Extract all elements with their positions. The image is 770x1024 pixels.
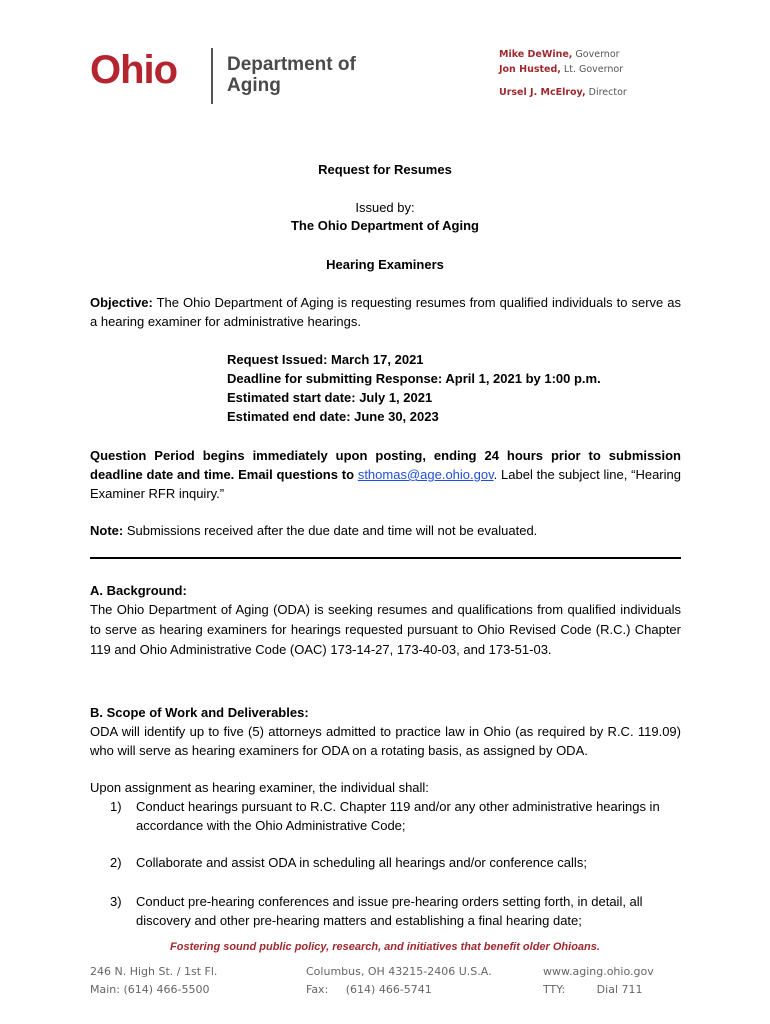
note-paragraph: Note: Submissions received after the due date and time will not be evaluated. — [90, 523, 538, 538]
footer-tagline: Fostering sound public policy, research, and initiatives that benefit older Ohioans. — [170, 941, 600, 953]
section-b-heading: B. Scope of Work and Deliverables: — [90, 705, 309, 720]
section-a-heading: A. Background: — [90, 583, 187, 598]
email-link[interactable]: sthomas@age.ohio.gov — [357, 467, 494, 482]
list-item: 3) Conduct pre-hearing conferences and issue pre-hearing orders setting forth, in detail, all discovery and other pre-hearing matters and establishing a final hearing date; — [110, 894, 643, 928]
request-issued-date: Request Issued: March 17, 2021 — [227, 352, 424, 367]
section-b-text: ODA will identify up to five (5) attorneys admitted to practice law in Ohio (as required by R.C. 119.09) who will serve as hearing examiners for ODA on a rotating basis, as assigned by ODA. — [90, 724, 681, 758]
governor-line: Mike DeWine, Governor — [499, 49, 620, 60]
start-date: Estimated start date: July 1, 2021 — [227, 390, 433, 405]
lt-governor-line: Jon Husted, Lt. Governor — [499, 64, 624, 75]
website-link[interactable]: www.aging.ohio.gov — [543, 965, 654, 978]
issued-by-label: Issued by: — [355, 200, 415, 215]
issuer-name: The Ohio Department of Aging — [290, 218, 479, 233]
department-wordmark — [227, 54, 356, 96]
section-a-text: The Ohio Department of Aging (ODA) is seeking resumes and qualifications from qualified individuals to serve as hearing examiners for hearings requested pursuant to Ohio Revised Code (R.C.) Chapter 119 and Ohio Administrative Code (OAC) 173-14-27, 173-40-03, and 173-51-03. — [90, 602, 681, 657]
department-line-1: Department of — [227, 54, 356, 75]
section-b-intro: Upon assignment as hearing examiner, the individual shall: — [90, 780, 429, 795]
list-item: 1) Conduct hearings pursuant to R.C. Chapter 119 and/or any other administrative hearings in accordance with the Ohio Administrative Code; — [110, 799, 660, 833]
ohio-aging-logo — [90, 44, 370, 106]
section-divider — [90, 557, 681, 559]
footer-address: 246 N. High St. / 1st Fl. Main: (614) 466-5500 — [90, 965, 218, 996]
deadline-date: Deadline for submitting Response: April 1, 2021 by 1:00 p.m. — [227, 371, 601, 386]
director-line: Ursel J. McElroy, Director — [499, 87, 627, 98]
list-item: 2) Collaborate and assist ODA in scheduling all hearings and/or conference calls; — [110, 855, 587, 870]
footer-city: Columbus, OH 43215-2406 U.S.A. Fax: (614) 466-5741 — [306, 965, 492, 996]
officials-block — [499, 47, 627, 100]
ohio-wordmark: Ohio — [90, 48, 178, 92]
subject-title: Hearing Examiners — [326, 257, 444, 272]
logo-divider — [211, 48, 213, 104]
objective-paragraph: Objective: The Ohio Department of Aging is requesting resumes from qualified individuals to serve as a hearing examiner for administrative hearings. — [90, 295, 681, 329]
department-line-2: Aging — [227, 75, 281, 96]
document-title: Request for Resumes — [318, 162, 452, 177]
end-date: Estimated end date: June 30, 2023 — [227, 409, 439, 424]
question-period-paragraph: Question Period begins immediately upon posting, ending 24 hours prior to submission deadline date and time. Email questions to sthomas@age.ohio.gov. Label the subject line, “Hearing Examiner RFR inquiry.” — [90, 448, 681, 501]
footer-web: www.aging.ohio.gov TTY: Dial 711 — [543, 965, 654, 996]
